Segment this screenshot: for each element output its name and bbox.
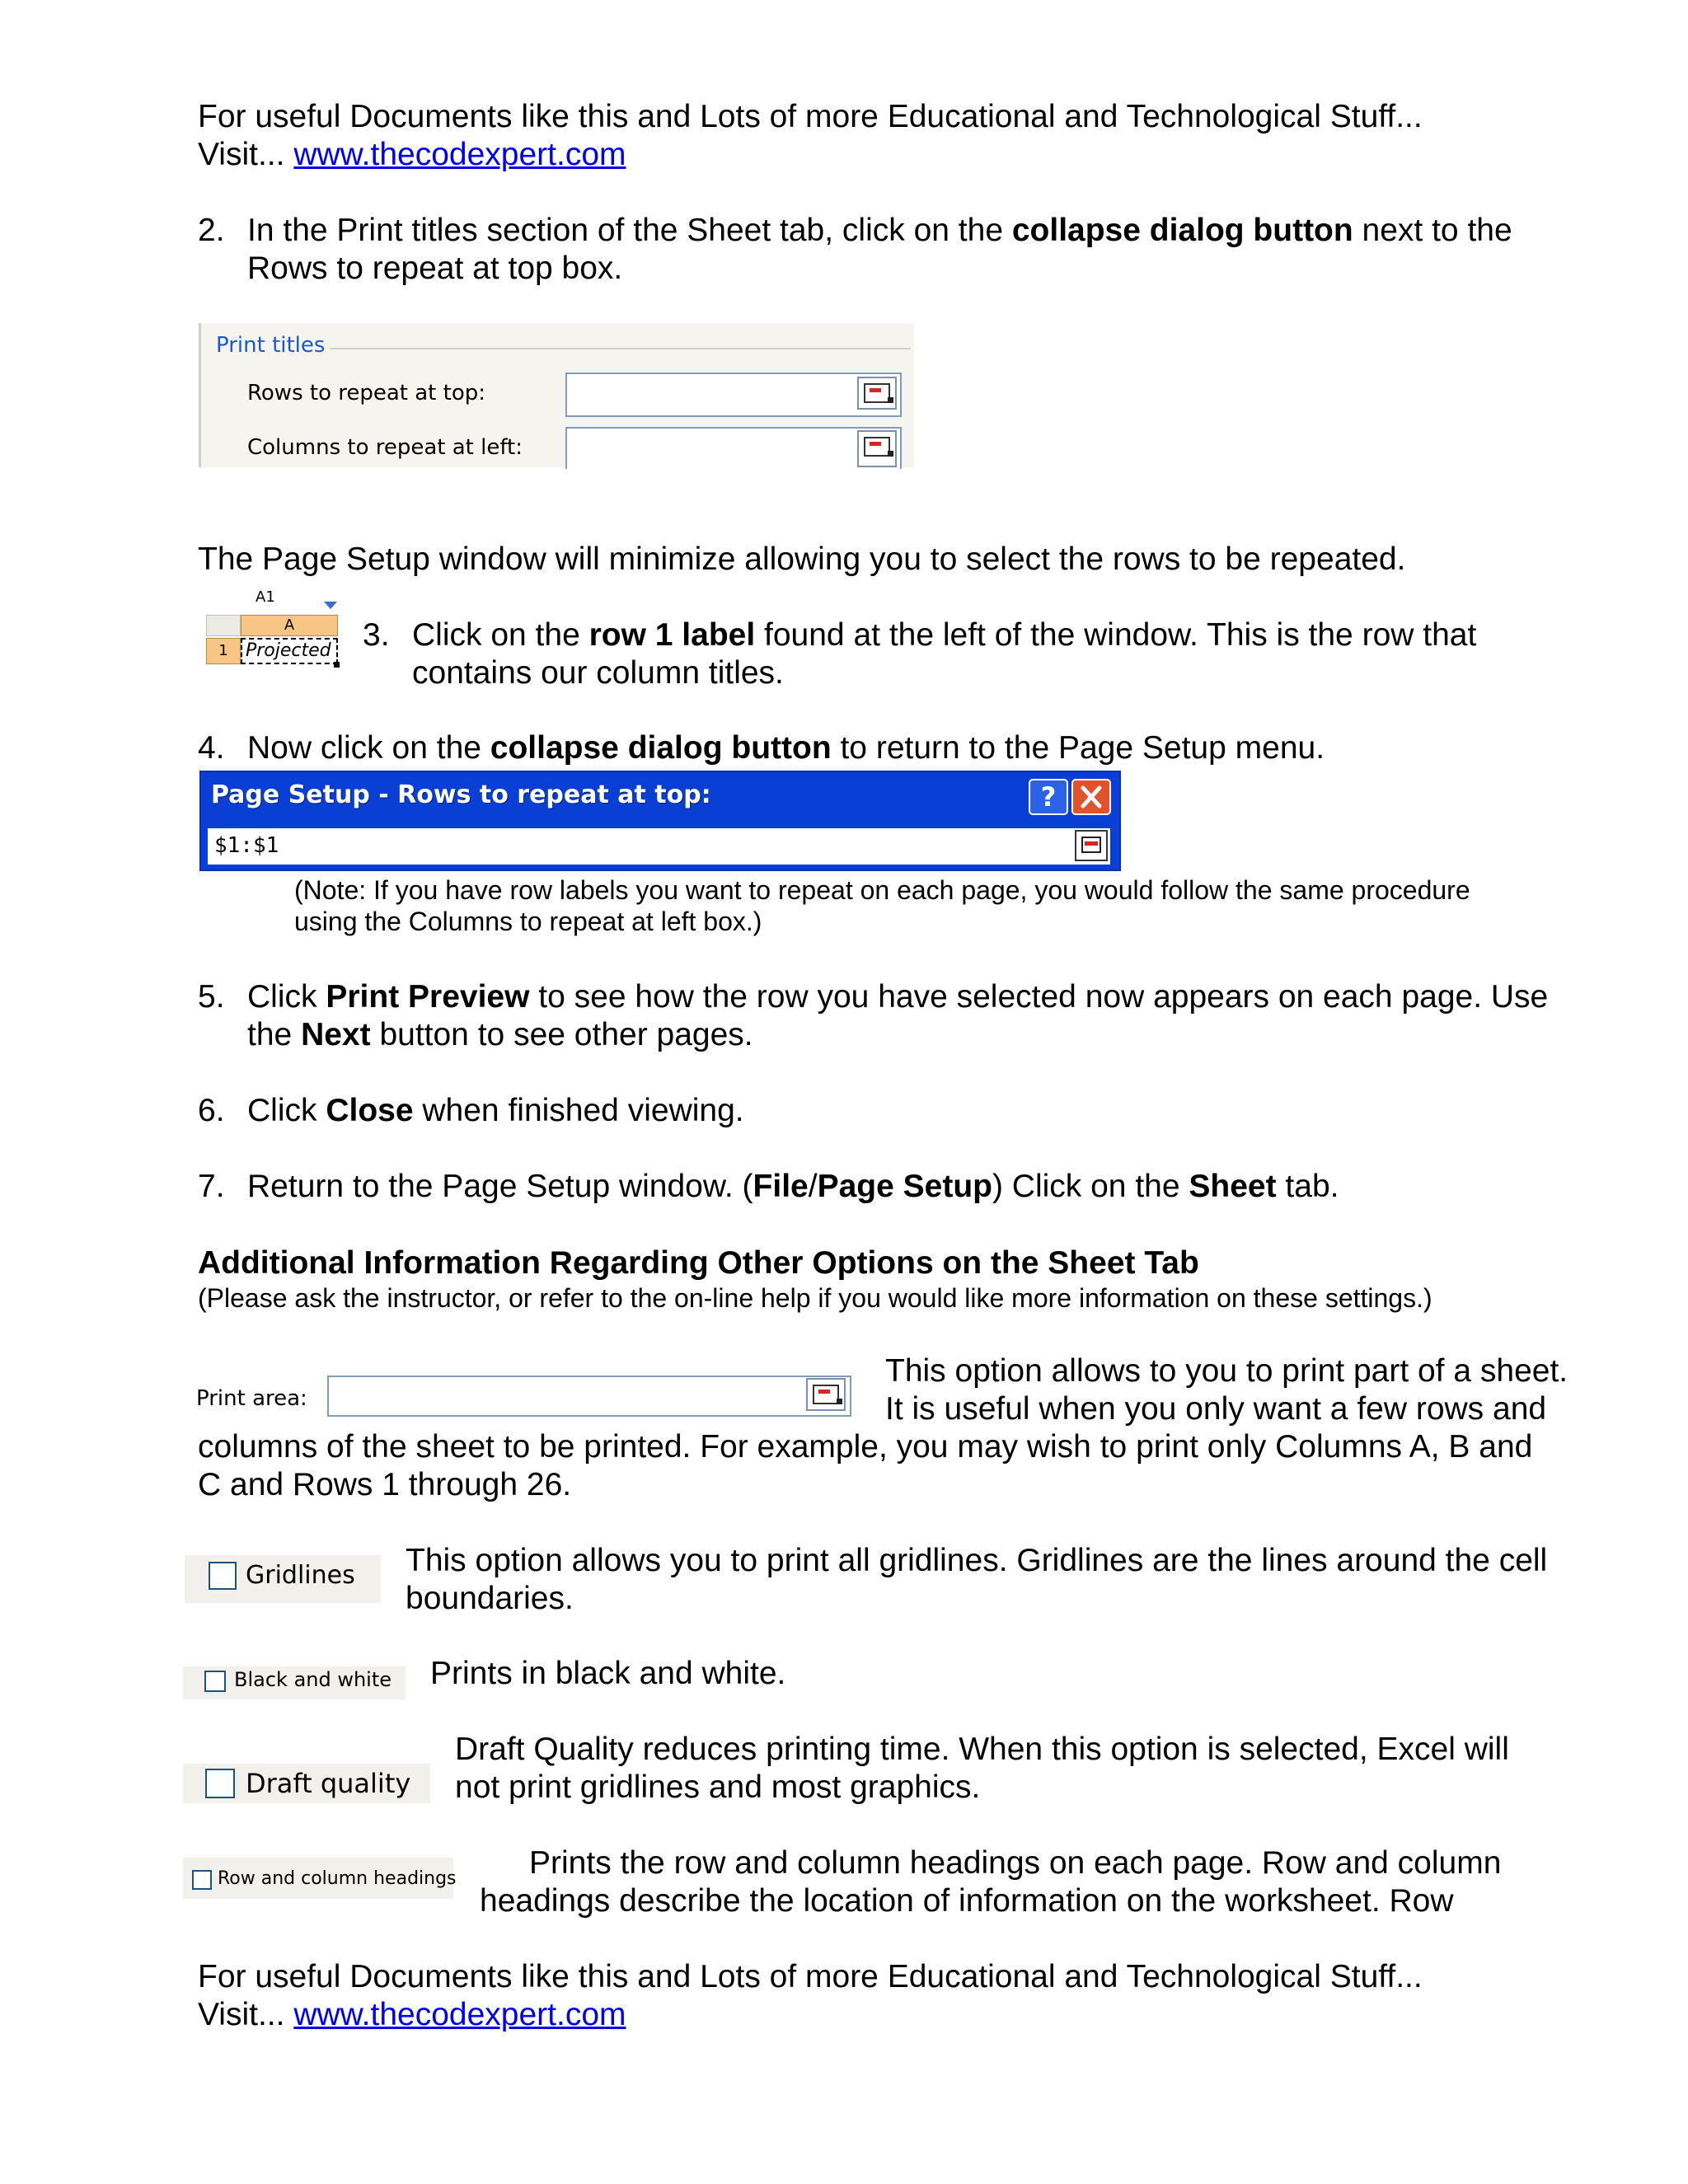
step-number: 3. <box>363 617 390 653</box>
step-bold: Sheet <box>1189 1169 1277 1204</box>
step-number: 7. <box>198 1169 225 1204</box>
collapse-arrow-icon <box>870 442 881 446</box>
print-area-collapse-button[interactable] <box>806 1378 846 1411</box>
print-area-desc2: It is useful when you only want a few rows and <box>885 1391 1547 1427</box>
black-white-desc: Prints in black and white. <box>430 1656 786 1691</box>
gridlines-checkbox[interactable] <box>209 1562 237 1590</box>
print-area-desc3: columns of the sheet to be printed. For example, you may wish to print only Columns A, B and <box>198 1429 1533 1465</box>
collapse-arrow-icon <box>870 388 881 392</box>
cols-collapse-button[interactable] <box>857 430 897 467</box>
step-bold: Close <box>326 1093 414 1128</box>
page-setup-collapsed-window <box>199 771 1121 871</box>
namebox: A1 <box>256 588 275 606</box>
fill-handle-icon <box>334 662 340 668</box>
step-text: the <box>247 1017 302 1052</box>
row-col-headings-checkbox[interactable] <box>192 1870 212 1890</box>
namebox-dropdown-icon <box>324 602 337 609</box>
collapse-icon <box>864 383 890 403</box>
help-button[interactable]: ? <box>1029 779 1068 815</box>
row-col-desc1: Prints the row and column headings on each page. Row and column <box>529 1845 1502 1881</box>
rows-collapse-button[interactable] <box>857 377 897 410</box>
close-button[interactable] <box>1071 779 1111 815</box>
cols-repeat-label: Columns to repeat at left: <box>247 435 523 460</box>
step-bold: row 1 label <box>588 617 756 653</box>
promo-text-top: For useful Documents like this and Lots of more Educational and Technological Stuff... <box>198 99 1423 134</box>
section-heading: Additional Information Regarding Other Options on the Sheet Tab <box>198 1245 1199 1281</box>
step-number: 4. <box>198 730 225 766</box>
expand-arrow-icon <box>1085 841 1098 846</box>
collapse-icon <box>813 1385 839 1404</box>
step-number: 2. <box>198 213 225 248</box>
step-3-line2: contains our column titles. <box>412 655 784 691</box>
close-icon <box>1073 780 1109 813</box>
step-text: when finished viewing. <box>413 1093 744 1128</box>
step-text: ) Click on the <box>992 1169 1189 1204</box>
column-header-a[interactable]: A <box>241 615 338 636</box>
collapse-dot-icon <box>837 1399 842 1404</box>
print-area-desc4: C and Rows 1 through 26. <box>198 1467 572 1502</box>
print-area-input[interactable] <box>327 1376 851 1417</box>
step-bold: Next <box>301 1017 371 1052</box>
step-number: 6. <box>198 1093 225 1128</box>
step-text: button to see other pages. <box>370 1017 753 1052</box>
step-5-line2 <box>247 1016 753 1054</box>
step-text: to see how the row you have selected now appears on each page. Use <box>529 979 1549 1015</box>
mini-spreadsheet <box>206 588 342 678</box>
cell-a1[interactable]: Projected <box>241 638 338 664</box>
corner-cell <box>206 615 241 636</box>
step-bold: File <box>753 1169 809 1204</box>
note-line1: (Note: If you have row labels you want to repeat on each page, you would follow the same procedure <box>294 875 1470 905</box>
print-titles-divider <box>330 348 911 349</box>
draft-quality-label: Draft quality <box>246 1768 411 1799</box>
collapse-dot-icon <box>888 451 893 457</box>
site-link-top[interactable]: www.thecodexpert.com <box>293 137 626 172</box>
gridlines-label: Gridlines <box>246 1561 355 1590</box>
step-text: Click <box>247 1093 326 1128</box>
step-text: tab. <box>1276 1169 1339 1204</box>
row-1-label[interactable]: 1 <box>206 638 241 664</box>
step-text: to return to the Page Setup menu. <box>831 730 1325 766</box>
step-bold: collapse dialog button <box>1011 213 1353 248</box>
step-text: Return to the Page Setup window. ( <box>247 1169 753 1204</box>
print-titles-legend: Print titles <box>216 333 326 358</box>
step-2-line2: Rows to repeat at top box. <box>247 251 623 286</box>
step-bold: collapse dialog button <box>490 730 832 766</box>
collapse-icon <box>864 437 890 457</box>
row-col-desc2: headings describe the location of information on the worksheet. Row <box>480 1883 1454 1919</box>
window-title: Page Setup - Rows to repeat at top: <box>211 780 711 809</box>
black-white-checkbox[interactable] <box>204 1671 226 1692</box>
step-text: Now click on the <box>247 730 490 766</box>
note-line2: using the Columns to repeat at left box.) <box>294 907 762 936</box>
gridlines-desc2: boundaries. <box>406 1581 574 1616</box>
step-text: / <box>808 1169 818 1204</box>
step-bold: Page Setup <box>817 1169 992 1204</box>
step-bold: Print Preview <box>326 979 530 1015</box>
step-text: In the Print titles section of the Sheet tab, click on the <box>247 213 1012 248</box>
collapse-dot-icon <box>888 397 893 403</box>
expand-dialog-button[interactable] <box>1075 830 1108 861</box>
visit-label: Visit... <box>198 137 294 172</box>
draft-desc2: not print gridlines and most graphics. <box>455 1769 981 1805</box>
cols-repeat-input[interactable] <box>565 427 902 469</box>
step-text: next to the <box>1353 213 1512 248</box>
step-text: found at the left of the window. This is the row that <box>755 617 1477 653</box>
rows-range-value: $1:$1 <box>214 833 279 858</box>
print-area-desc1: This option allows to you to print part of a sheet. <box>885 1353 1568 1389</box>
step-text: Click on the <box>412 617 589 653</box>
draft-desc1: Draft Quality reduces printing time. When this option is selected, Excel will <box>455 1732 1509 1767</box>
rows-repeat-label: Rows to repeat at top: <box>247 381 486 405</box>
rows-range-input[interactable] <box>208 828 1110 865</box>
site-link-bottom[interactable]: www.thecodexpert.com <box>293 1997 626 2032</box>
promo-visit-bottom <box>198 1996 626 2034</box>
minimize-note: The Page Setup window will minimize allowing you to select the rows to be repeated. <box>198 541 1406 577</box>
black-white-label: Black and white <box>234 1668 392 1691</box>
collapse-arrow-icon <box>818 1390 830 1394</box>
print-area-label: Print area: <box>196 1386 307 1411</box>
row-col-headings-label: Row and column headings <box>218 1868 457 1889</box>
visit-label: Visit... <box>198 1997 294 2032</box>
rows-repeat-input[interactable] <box>565 373 902 417</box>
draft-quality-checkbox[interactable] <box>205 1769 235 1798</box>
gridlines-desc1: This option allows you to print all gridlines. Gridlines are the lines around the cell <box>406 1543 1548 1578</box>
promo-text-bottom: For useful Documents like this and Lots of more Educational and Technological Stuff... <box>198 1959 1423 1994</box>
step-text: Click <box>247 979 326 1015</box>
promo-visit-top <box>198 136 626 174</box>
section-subheading: (Please ask the instructor, or refer to the on-line help if you would like more information on these settings.) <box>198 1283 1432 1313</box>
step-number: 5. <box>198 979 225 1015</box>
